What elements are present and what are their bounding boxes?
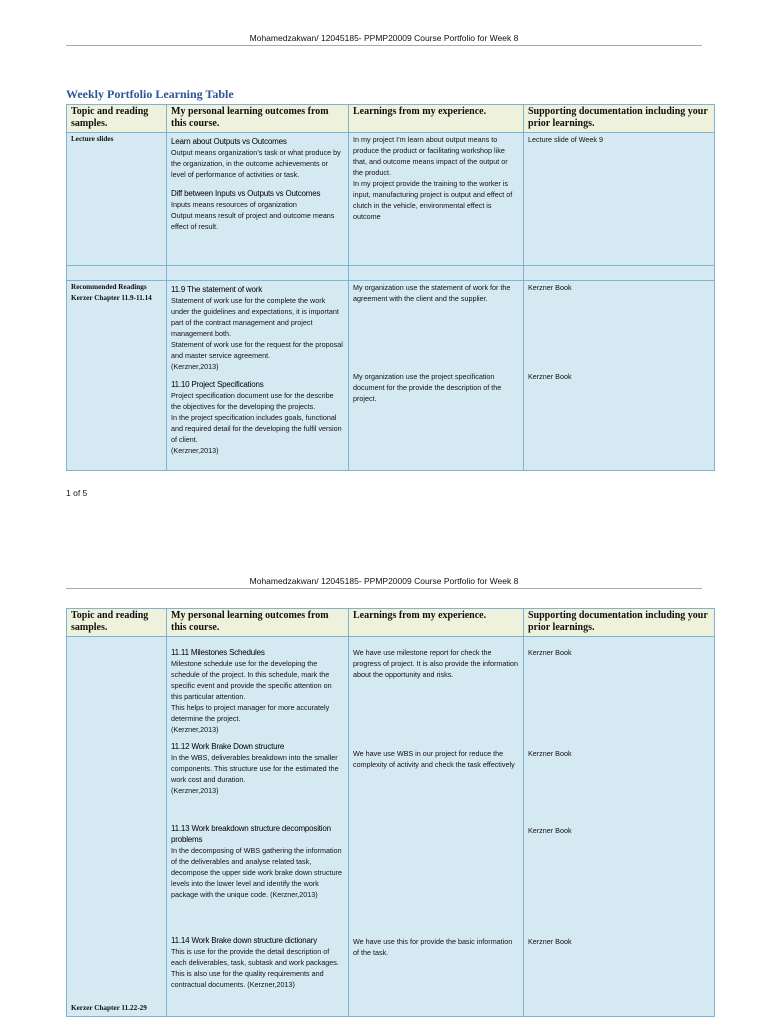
column-header-topic: Topic and reading samples. [67, 105, 167, 133]
experience-text: We have use milestone report for check the progress of project. It is also provide the information about the opportunity and risks. [353, 648, 518, 679]
entry-body: In the decomposing of WBS gathering the information of the deliverables and analyse related task, decompose the upper side work brake down structure levels into the lower level and identify the work package with the unique code. (Kerzner,2013) [171, 846, 342, 899]
page-header: Mohamedzakwan/ 12045185- PPMP20009 Course Portfolio for Week 8 [66, 576, 702, 589]
support-text: Kerzner Book [528, 826, 572, 835]
entry-body: Project specification document use for the describe the objectives for the developing the projects. In the project specification includes goals, functional and required detail for the developing the fulfil version of client. (Kerzner,2013) [171, 391, 342, 455]
outcome-entry [171, 188, 344, 232]
column-header-support: Supporting documentation including your prior learnings. [524, 105, 715, 133]
support-text: Kerzner Book [528, 372, 572, 381]
outcome-entry [171, 379, 344, 456]
experience-text: My organization use the project specification document for the provide the description of the project. [353, 372, 502, 403]
support-cell [524, 637, 715, 1017]
outcome-entry [171, 935, 344, 990]
entry-body: Output means organization’s task or what produce by the organization, in the outcome achievements or level of performance of activities or task. [171, 148, 341, 179]
empty-cell [349, 266, 524, 281]
entry-body: Inputs means resources of organization Output means result of project and outcome means effect of result. [171, 200, 335, 231]
page-number: 1 of 5 [66, 488, 88, 498]
support-text: Kerzner Book [528, 283, 572, 292]
entry-title: 11.13 Work breakdown structure decomposition problems [171, 824, 331, 844]
entry-body: In the WBS, deliverables breakdown into the smaller components. This structure use for the estimated the work cost and duration. (Kerzner,2013) [171, 753, 339, 795]
table-row [67, 281, 715, 471]
outcomes-cell [167, 281, 349, 471]
topic-cell: Recommended Readings Kerzer Chapter 11.9-11.14 [67, 281, 167, 471]
table-header-row [67, 609, 715, 637]
entry-body: Statement of work use for the complete the work under the guidelines and expectations, it is important part of the contract management and project management both. Statement of work use for the request for the proposal and master service agreement. (Kerzner,2013) [171, 296, 343, 371]
entry-title: 11.12 Work Brake Down structure [171, 742, 285, 751]
table-row [67, 266, 715, 281]
outcome-entry [171, 136, 344, 180]
entry-title: 11.11 Milestones Schedules [171, 648, 265, 657]
empty-cell [524, 266, 715, 281]
table-header-row [67, 105, 715, 133]
support-cell: Lecture slide of Week 9 [524, 133, 715, 266]
outcomes-cell [167, 133, 349, 266]
experience-text: We have use WBS in our project for reduce the complexity of activity and check the task effectively [353, 749, 515, 769]
learning-table-page-1 [66, 104, 715, 471]
entry-title: Learn about Outputs vs Outcomes [171, 137, 287, 146]
topic-cell: Kerzer Chapter 11.22-29 [67, 637, 167, 1017]
outcomes-cell [167, 637, 349, 1017]
learning-table-page-2 [66, 608, 715, 1017]
support-cell [524, 281, 715, 471]
entry-body: This is use for the provide the detail description of each deliverables, task, subtask and work packages. This is also use for the quality requirements and contractual documents. (Kerzner,2013) [171, 947, 339, 989]
page-header: Mohamedzakwan/ 12045185- PPMP20009 Course Portfolio for Week 8 [66, 33, 702, 46]
entry-title: 11.14 Work Brake down structure dictionary [171, 936, 318, 945]
experience-text: We have use this for provide the basic information of the task. [353, 937, 513, 957]
experience-cell: In my project I’m learn about output means to produce the product or facilitating workshop like that, and outcome means impact of the output or the product. In my project provide the training to the worker is input, manufacturing project is output and effect of clutch in the vehicle, environmental effect is outcome [349, 133, 524, 266]
column-header-outcomes: My personal learning outcomes from this course. [167, 105, 349, 133]
column-header-outcomes: My personal learning outcomes from this course. [167, 609, 349, 637]
entry-title: 11.9 The statement of work [171, 285, 262, 294]
topic-cell: Lecture slides [67, 133, 167, 266]
table-row [67, 133, 715, 266]
entry-title: Diff between Inputs vs Outputs vs Outcomes [171, 189, 321, 198]
document-title: Weekly Portfolio Learning Table [66, 87, 234, 101]
experience-cell [349, 637, 524, 1017]
column-header-experience: Learnings from my experience. [349, 609, 524, 637]
entry-title: 11.10 Project Specifications [171, 380, 264, 389]
column-header-topic: Topic and reading samples. [67, 609, 167, 637]
outcome-entry [171, 741, 344, 821]
column-header-support: Supporting documentation including your prior learnings. [524, 609, 715, 637]
outcome-entry [171, 284, 344, 372]
support-text: Kerzner Book [528, 648, 572, 657]
outcome-entry [171, 823, 344, 933]
experience-cell [349, 281, 524, 471]
experience-text: My organization use the statement of work for the agreement with the client and the supplier. [353, 283, 511, 303]
support-text: Kerzner Book [528, 937, 572, 946]
support-text: Kerzner Book [528, 749, 572, 758]
outcome-entry [171, 647, 344, 739]
empty-cell [167, 266, 349, 281]
empty-cell [67, 266, 167, 281]
table-row [67, 637, 715, 1017]
column-header-experience: Learnings from my experience. [349, 105, 524, 133]
entry-body: Milestone schedule use for the developing the schedule of the project. In this schedule, mark the specific event and provide the specific attention on this particular attention. This helps to project manager for more accurately determine the project. (Kerzner,2013) [171, 659, 332, 734]
